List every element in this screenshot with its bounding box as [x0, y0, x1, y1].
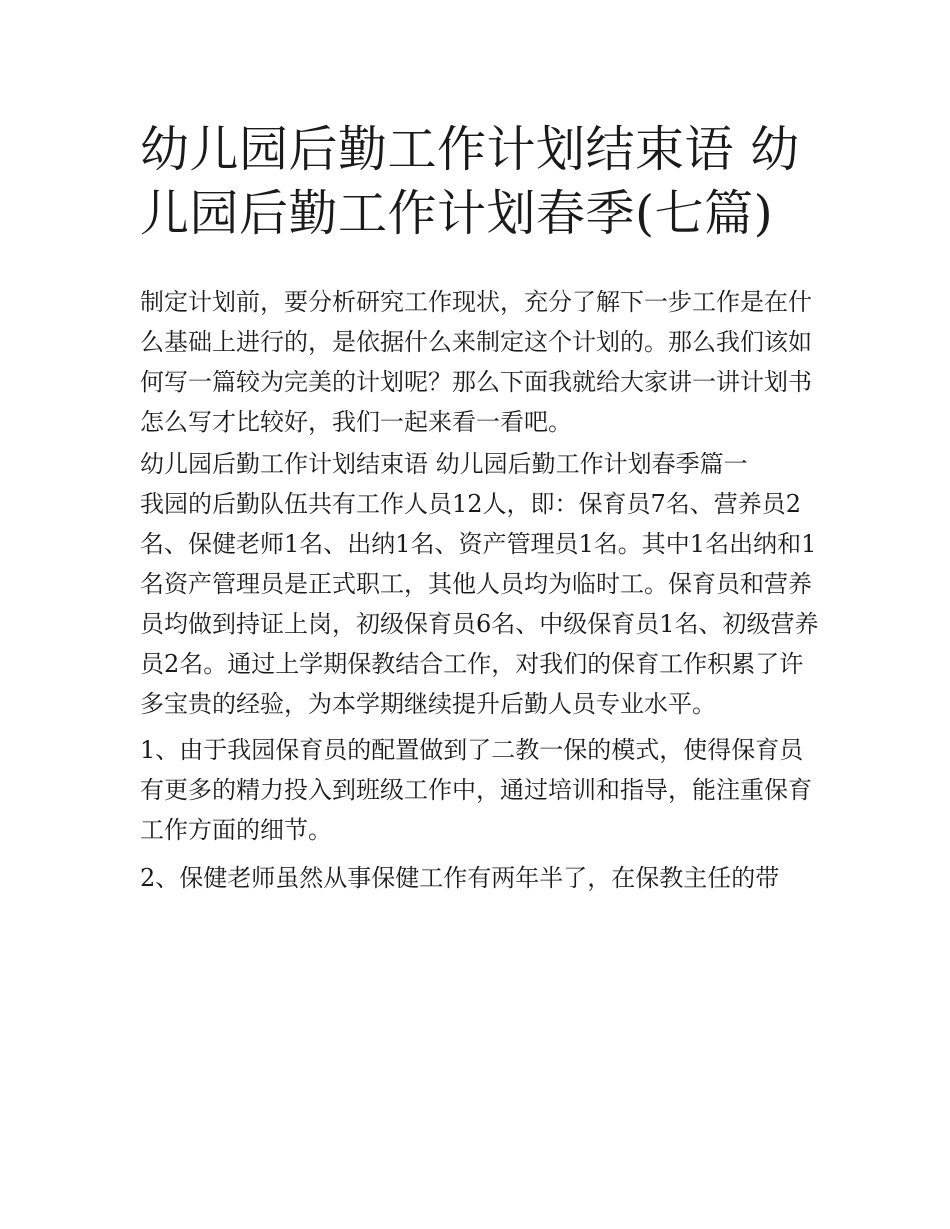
staff-paragraph: 我园的后勤队伍共有工作人员12人，即：保育员7名、营养员2名、保健老师1名、出纳1名、资产管理员1名。其中1名出纳和1名资产管理员是正式职工，其他人员均为临时工。保育员和营养员均做到持证上岗，初级保育员6名、中级保育员1名、初级营养员2名。通过上学期保教结合工作，对我们的保育工作积累了许多宝贵的经验，为本学期继续提升后勤人员专业水平。: [140, 490, 819, 718]
document-title: 幼儿园后勤工作计划结束语 幼儿园后勤工作计划春季(七篇): [140, 121, 800, 242]
point-1-paragraph: 1、由于我园保育员的配置做到了二教一保的模式，使得保育员有更多的精力投入到班级工作中，通过培训和指导，能注重保育工作方面的细节。: [140, 736, 812, 844]
document-body: [140, 282, 820, 898]
intro-paragraph: 制定计划前，要分析研究工作现状，充分了解下一步工作是在什么基础上进行的，是依据什么来制定这个计划的。那么我们该如何写一篇较为完美的计划呢？那么下面我就给大家讲一讲计划书怎么写才比较好，我们一起来看一看吧。: [140, 288, 812, 436]
section-heading: 幼儿园后勤工作计划结束语 幼儿园后勤工作计划春季篇一: [140, 450, 748, 478]
point-2-paragraph: 2、保健老师虽然从事保健工作有两年半了，在保教主任的带: [140, 864, 780, 892]
